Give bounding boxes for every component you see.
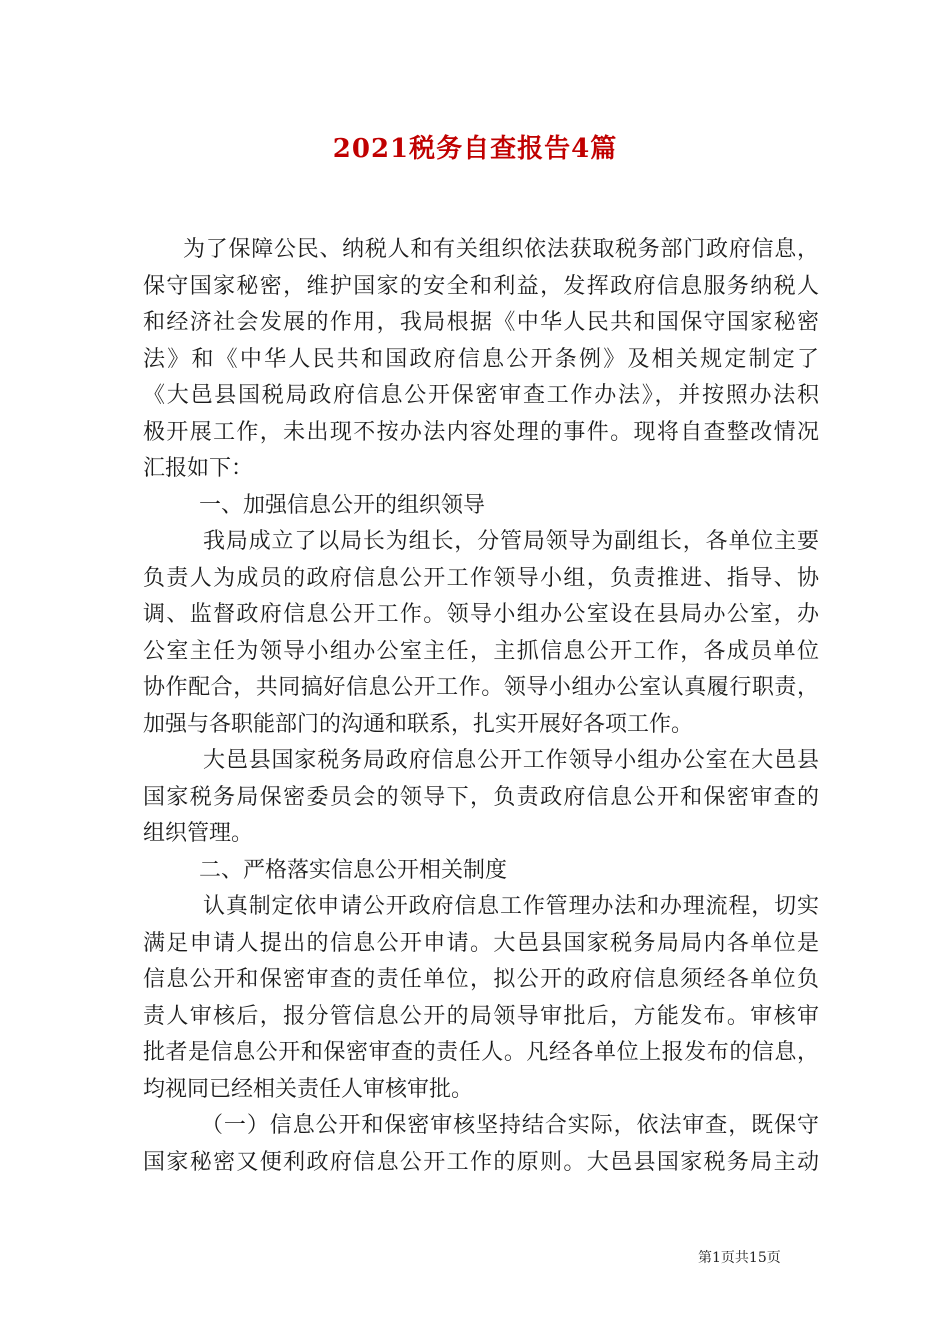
body-text-line: 调、监督政府信息公开工作。领导小组办公室设在县局办公室，办 xyxy=(143,602,819,627)
body-text-line: 我局成立了以局长为组长，分管局领导为副组长，各单位主要 xyxy=(203,529,819,554)
body-text-line: 汇报如下： xyxy=(143,456,254,481)
body-text-line: 《大邑县国税局政府信息公开保密审查工作办法》，并按照办法积 xyxy=(143,383,819,408)
document-title: 2021税务自查报告4篇 xyxy=(332,134,618,164)
body-text-line: 认真制定依申请公开政府信息工作管理办法和办理流程，切实 xyxy=(203,894,819,919)
body-text-line: 加强与各职能部门的沟通和联系，扎实开展好各项工作。 xyxy=(143,711,694,737)
body-text-line: 批者是信息公开和保密审查的责任人。凡经各单位上报发布的信息， xyxy=(143,1040,819,1065)
page-number-footer: 第1页共15页 xyxy=(698,1250,781,1266)
body-text-line: 信息公开和保密审查的责任单位，拟公开的政府信息须经各单位负 xyxy=(143,967,819,992)
body-text-line: 保守国家秘密，维护国家的安全和利益，发挥政府信息服务纳税人 xyxy=(143,273,819,299)
body-text-line: 法》和《中华人民共和国政府信息公开条例》及相关规定制定了 xyxy=(143,346,819,372)
body-text-line: 协作配合，共同搞好信息公开工作。领导小组办公室认真履行职责， xyxy=(143,675,819,700)
body-text-line: 极开展工作，未出现不按办法内容处理的事件。现将自查整改情况 xyxy=(143,419,819,445)
body-text-line: 满足申请人提出的信息公开申请。大邑县国家税务局局内各单位是 xyxy=(143,930,819,956)
body-text-line: 大邑县国家税务局政府信息公开工作领导小组办公室在大邑县 xyxy=(203,748,819,773)
body-text-line: 负责人为成员的政府信息公开工作领导小组，负责推进、指导、协 xyxy=(143,565,819,591)
body-text-line: 均视同已经相关责任人审核审批。 xyxy=(143,1076,474,1102)
body-text-line: （一）信息公开和保密审核坚持结合实际，依法审查，既保守 xyxy=(201,1113,819,1138)
body-text-line: 责人审核后，报分管信息公开的局领导审批后，方能发布。审核审 xyxy=(143,1003,819,1029)
body-text-line: 二、严格落实信息公开相关制度 xyxy=(199,857,508,883)
body-text-line: 国家秘密又便利政府信息公开工作的原则。大邑县国家税务局主动 xyxy=(143,1149,819,1175)
body-text-line: 组织管理。 xyxy=(143,821,254,846)
body-text-line: 国家税务局保密委员会的领导下，负责政府信息公开和保密审查的 xyxy=(143,784,819,810)
body-text-line: 公室主任为领导小组办公室主任，主抓信息公开工作，各成员单位 xyxy=(143,638,819,664)
body-text-line: 和经济社会发展的作用，我局根据《中华人民共和国保守国家秘密 xyxy=(143,310,819,335)
body-text-line: 一、加强信息公开的组织领导 xyxy=(199,492,486,518)
body-text-line: 为了保障公民、纳税人和有关组织依法获取税务部门政府信息， xyxy=(183,237,819,262)
document-body xyxy=(143,232,819,1181)
